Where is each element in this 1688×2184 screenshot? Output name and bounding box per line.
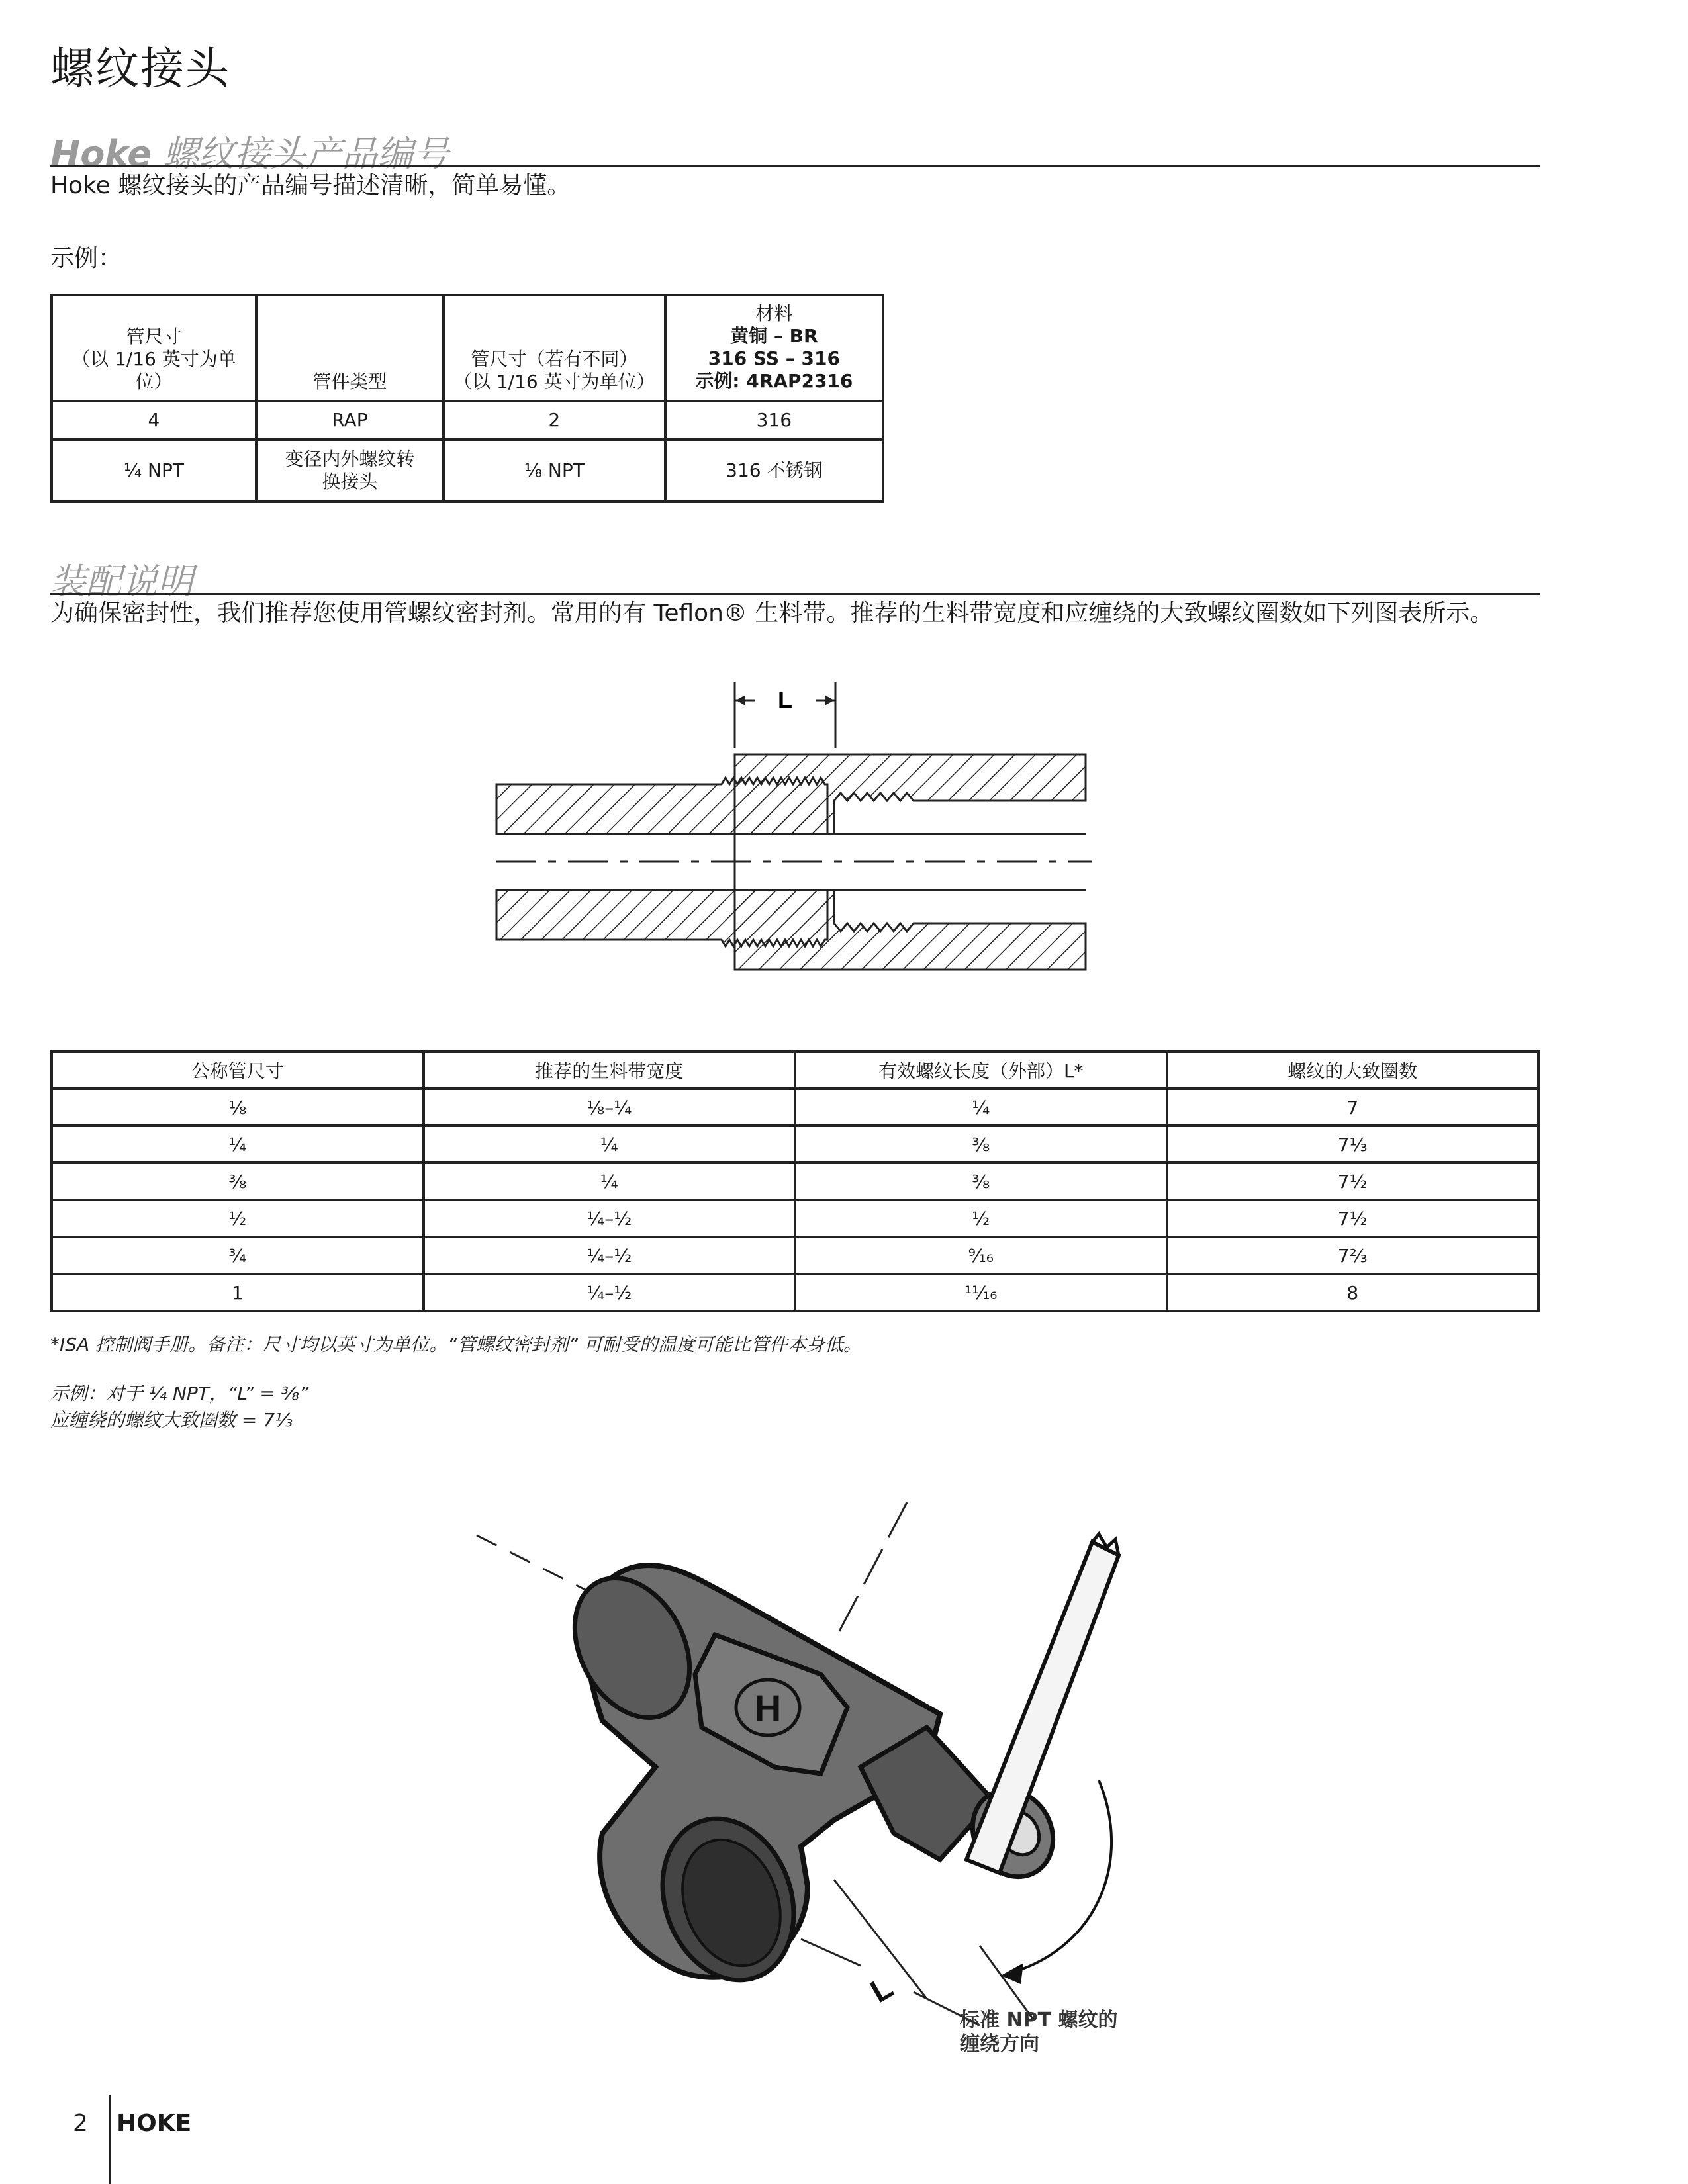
page-title: 螺纹接头 <box>50 43 230 94</box>
table-cell: ¼ <box>424 1163 796 1200</box>
page-number: 2 <box>73 2110 88 2137</box>
header-cell: 有效螺纹长度（外部）L* <box>795 1052 1167 1089</box>
section1-description: Hoke 螺纹接头的产品编号描述清晰，简单易懂。 <box>50 172 571 199</box>
table-row <box>52 1200 1538 1237</box>
table-row <box>52 1089 1538 1126</box>
logo-letter: H <box>754 1687 782 1729</box>
table-cell: ⅛ NPT <box>444 439 665 502</box>
table-cell: 2 <box>444 401 665 439</box>
header-line: （以 1/16 英寸为单位） <box>71 348 236 392</box>
table-cell: 7 <box>1167 1089 1539 1126</box>
table-cell: 7½ <box>1167 1200 1539 1237</box>
caption-line: 缠绕方向 <box>960 2032 1039 2056</box>
header-line: 316 SS – 316 <box>708 347 840 369</box>
table-row <box>52 439 883 502</box>
header-line: 管尺寸 <box>126 326 182 347</box>
tee-fitting <box>552 1558 1069 1998</box>
dimension-label: L <box>778 686 792 713</box>
table-cell: 316 不锈钢 <box>665 439 883 502</box>
table-cell: 316 <box>665 401 883 439</box>
footnote: *ISA 控制阀手册。备注：尺寸均以英寸为单位。“管螺纹密封剂” 可耐受的温度可能比管件本身低。 <box>50 1334 863 1355</box>
header-line: 黄铜 – BR <box>730 325 818 347</box>
header-cell: 螺纹的大致圈数 <box>1167 1052 1539 1089</box>
table-cell: 7⅓ <box>1167 1126 1539 1163</box>
table-cell: ¼ <box>424 1126 796 1163</box>
header-cell: 公称管尺寸 <box>52 1052 424 1089</box>
header-line: 管尺寸（若有不同） <box>471 348 638 370</box>
dimension-marker <box>801 1880 1033 2025</box>
example-line: 应缠绕的螺纹大致圈数 = 7⅓ <box>50 1409 293 1431</box>
table-cell: ¼ <box>52 1126 424 1163</box>
table-cell: ¼–½ <box>424 1200 796 1237</box>
section-title-brand: Hoke <box>50 133 152 175</box>
table-cell: ⅜ <box>795 1163 1167 1200</box>
section-rule <box>50 165 1540 167</box>
table-cell: ¾ <box>52 1237 424 1274</box>
table-cell: RAP <box>256 401 444 439</box>
table-cell: ¼–½ <box>424 1274 796 1311</box>
axis-line <box>834 1502 907 1641</box>
header-cell <box>444 295 665 401</box>
table-cell: ⁹⁄₁₆ <box>795 1237 1167 1274</box>
caption-line: 标准 NPT 螺纹的 <box>960 2009 1118 2032</box>
table-cell: 4 <box>52 401 256 439</box>
table-cell: ¹¹⁄₁₆ <box>795 1274 1167 1311</box>
table-cell: ⅛ <box>52 1089 424 1126</box>
table-header-row <box>52 1052 1538 1089</box>
table-cell: ¼–½ <box>424 1237 796 1274</box>
footer-brand: HOKE <box>117 2110 192 2137</box>
table-row <box>52 401 883 439</box>
table-cell: ½ <box>52 1200 424 1237</box>
table-cell: 变径内外螺纹转换接头 <box>256 439 444 502</box>
header-cell-material <box>665 295 883 401</box>
product-number-table <box>50 294 884 503</box>
header-cell: 推荐的生料带宽度 <box>424 1052 796 1089</box>
table-row <box>52 1274 1538 1311</box>
footer-divider <box>109 2095 111 2184</box>
header-line: 管件类型 <box>312 371 387 392</box>
table-cell: ¼ NPT <box>52 439 256 502</box>
table-cell: 7⅔ <box>1167 1237 1539 1274</box>
thread-cross-section-diagram <box>490 682 1099 999</box>
tape-wrapping-illustration <box>463 1489 1165 2065</box>
table-cell: ½ <box>795 1200 1167 1237</box>
table-cell: ⅜ <box>52 1163 424 1200</box>
table-cell: ⅛–¼ <box>424 1089 796 1126</box>
dimension-marker <box>735 682 835 748</box>
table-cell: 1 <box>52 1274 424 1311</box>
dimension-label: L <box>865 1970 900 2010</box>
example-line: 示例：对于 ¼ NPT，“L” = ⅜” <box>50 1383 309 1404</box>
example-label: 示例： <box>50 245 122 272</box>
table-cell: ¼ <box>795 1089 1167 1126</box>
table-header-row <box>52 295 883 401</box>
table-row <box>52 1163 1538 1200</box>
section-title-text: 螺纹接头产品编号 <box>151 133 449 175</box>
header-line: 示例: 4RAP2316 <box>695 370 853 392</box>
table-row <box>52 1126 1538 1163</box>
tape-table <box>50 1050 1540 1312</box>
section-rule <box>50 593 1540 595</box>
header-line: （以 1/16 英寸为单位） <box>453 371 655 392</box>
header-cell <box>256 295 444 401</box>
header-line: 材料 <box>755 302 793 324</box>
section-title-assembly: 装配说明 <box>50 561 193 602</box>
table-cell: 7½ <box>1167 1163 1539 1200</box>
section2-description: 为确保密封性，我们推荐您使用管螺纹密封剂。常用的有 Teflon® 生料带。推荐的生料带宽度和应缠绕的大致螺纹圈数如下列图表所示。 <box>50 600 1494 627</box>
table-cell: ⅜ <box>795 1126 1167 1163</box>
header-cell <box>52 295 256 401</box>
table-row <box>52 1237 1538 1274</box>
table-cell: 8 <box>1167 1274 1539 1311</box>
